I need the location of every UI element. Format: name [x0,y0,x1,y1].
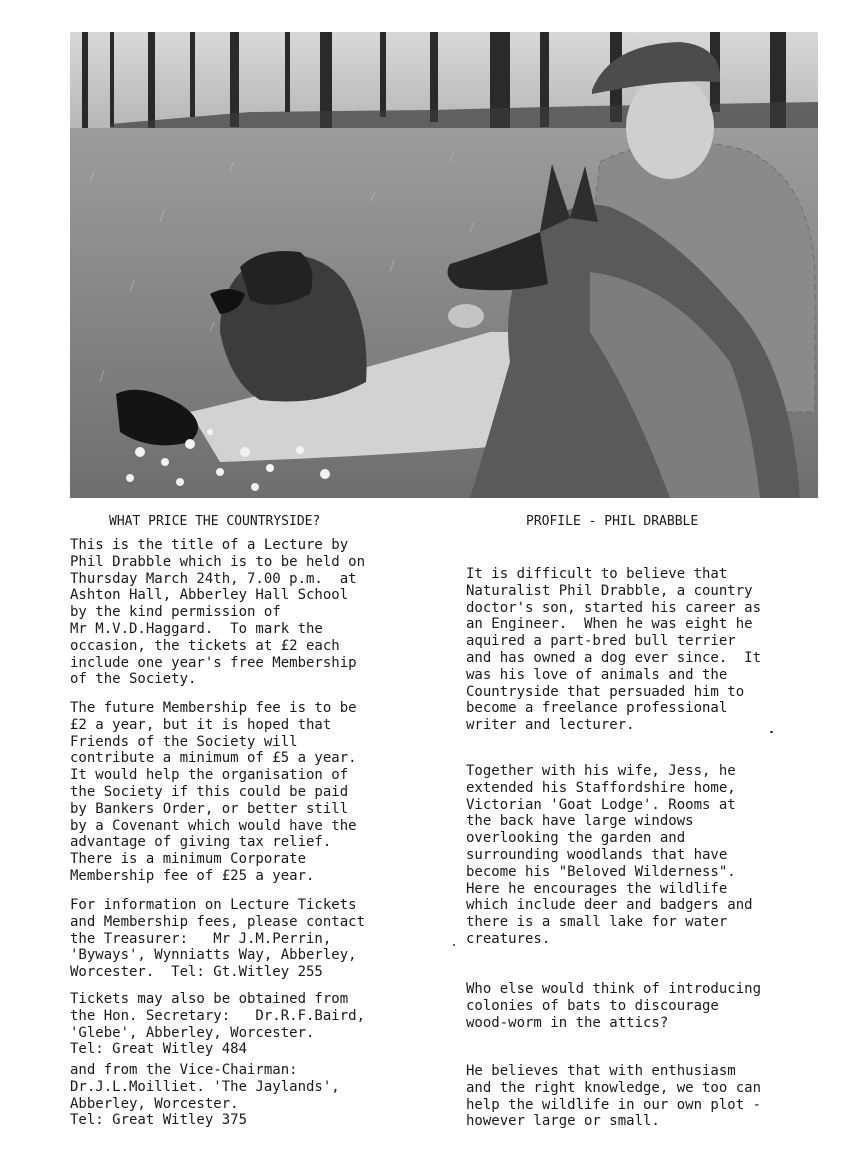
print-speck [453,944,455,946]
print-speck [770,731,773,733]
vice-chairman-contact-paragraph: and from the Vice-Chairman: Dr.J.L.Moilliet. 'The Jaylands', Abberley, Worcester. Tel: Great Witley 375 [70,1062,340,1129]
profile-closing-paragraph: He believes that with enthusiasm and the right knowledge, we too can help the wildlife in our own plot - however large or small. [466,1063,762,1130]
profile-home-paragraph: Together with his wife, Jess, he extended his Staffordshire home, Victorian 'Goat Lodge'. Rooms at the back have large windows overlooking the garden and surrounding woodlands that have become his "Beloved Wilderness". Here he encourages the wildlife which include deer and badgers and there is a small lake for water creatures. [466,763,753,947]
treasurer-contact-paragraph: For information on Lecture Tickets and Membership fees, please contact the Treasurer: Mr J.M.Perrin, 'Byways', Wynniatts Way, Abberley, Worcester. Tel: Gt.Witley 255 [70,897,366,981]
lecture-paragraph: This is the title of a Lecture by Phil Drabble which is to be held on Thursday March 24th, 7.00 p.m. at Ashton Hall, Abberley Hall School by the kind permission of Mr M.V.D.Haggard. To mark the occasion, the tickets at £2 each include one year's free Membership of the Society. [70,537,366,688]
photo-illustration [70,32,818,498]
photo-man-with-dogs [70,32,818,498]
profile-heading: PROFILE - PHIL DRABBLE [526,514,699,529]
profile-bats-paragraph: Who else would think of introducing colonies of bats to discourage wood-worm in the attics? [466,981,762,1031]
membership-paragraph: The future Membership fee is to be £2 a year, but it is hoped that Friends of the Society will contribute a minimum of £5 a year. It would help the organisation of the Society if this could be paid by Bankers Order, or better still by a Covenant which would have the advantage of giving tax relief. There is a minimum Corporate Membership fee of £25 a year. [70,700,357,884]
secretary-contact-paragraph: Tickets may also be obtained from the Hon. Secretary: Dr.R.F.Baird, 'Glebe', Abberley, Worcester. Tel: Great Witley 484 [70,991,366,1058]
lecture-heading: WHAT PRICE THE COUNTRYSIDE? [109,514,321,529]
profile-intro-paragraph: It is difficult to believe that Naturalist Phil Drabble, a country doctor's son, started his career as an Engineer. When he was eight he aquired a part-bred bull terrier and has owned a dog ever since. It was his love of animals and the Countryside that persuaded him to become a freelance professional writer and lecturer. [466,566,762,734]
